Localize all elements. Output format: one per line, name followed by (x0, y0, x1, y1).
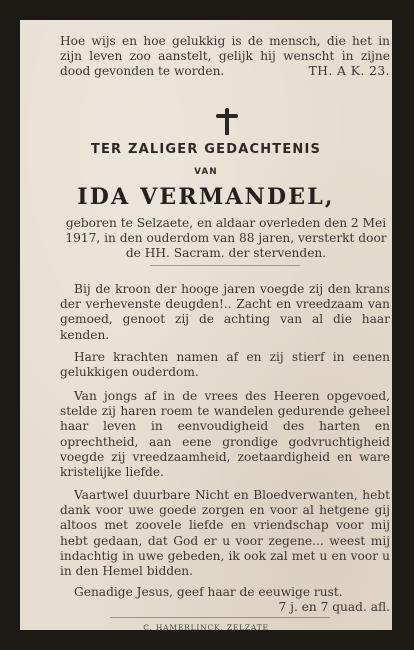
epigraph-reference: TH. A K. 23. (308, 64, 390, 79)
closing-prayer: Genadige Jesus, geef haar de eeuwige rust. (74, 585, 343, 599)
paragraph-text: Hare krachten namen af en zij stierf in eenen gelukkigen ouderdom. (60, 350, 390, 380)
paragraph-2 (60, 350, 390, 380)
paragraph-3 (60, 389, 390, 480)
paragraph-1 (60, 282, 390, 343)
paragraph-4 (60, 488, 390, 579)
card-paper (20, 20, 392, 630)
van-label: VAN (194, 167, 218, 177)
epigraph-body: Hoe wijs en hoe gelukkig is de mensch, die het in zijn leven zoo aanstelt, gelijk hij wenscht in zijne dood gevonden te worden. (60, 34, 390, 79)
paragraph-text: Bij de kroon der hooge jaren voegde zij den krans der verhevenste deugden!.. Zacht en vreedzaam van gemoed, genoot zij de achting van al die haar kenden. (60, 282, 390, 342)
birth-death-details: geboren te Selzaete, en aldaar overleden den 2 Mei 1917, in den ouderdom van 88 jaren, versterkt door de HH. Sacram. der stervenden. (65, 216, 387, 261)
closing (60, 585, 390, 615)
epigraph-text (60, 34, 390, 80)
paragraph-text: Vaartwel duurbare Nicht en Bloedverwanten, hebt dank voor uwe goede zorgen en voor al hetgene gij altoos met zoovele liefde en vriendschap voor mij hebt gedaan, dat God er u voor zegene... weest mij indachtig in uwe gebeden, ik ook zal met u en voor u in den Hemel bidden. (60, 488, 390, 579)
indulgence: 7 j. en 7 quad. afl. (278, 600, 390, 615)
printer-imprint: C. HAMERLINCK, ZELZATE (143, 623, 269, 632)
deceased-name: IDA VERMANDEL, (77, 184, 335, 210)
latin-cross-icon (216, 108, 238, 136)
bottom-rule (110, 617, 330, 618)
divider (150, 265, 300, 266)
epigraph (60, 34, 390, 80)
paragraph-text: Van jongs af in de vrees des Heeren opgevoed, stelde zij haren roem te wandelen gedurende geheel haar leven in eenvoudigheid des harten en oprechtheid, aan eene grondige godvruchtigheid voegde zij vreedzaamheid, zoetaardigheid en ware kristelijke liefde. (60, 389, 390, 480)
memorial-heading: TER ZALIGER GEDACHTENIS (90, 142, 322, 157)
